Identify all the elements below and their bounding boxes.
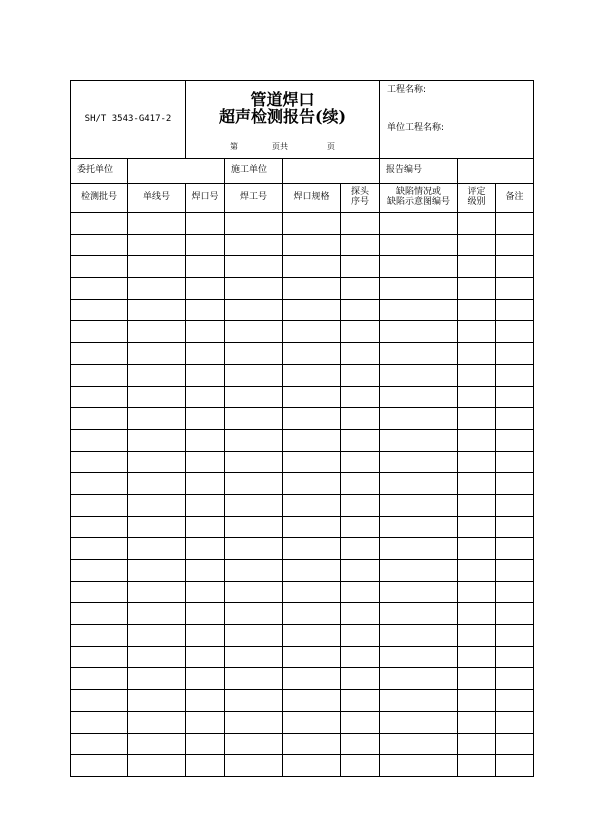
table-cell[interactable] [225,213,283,235]
table-cell[interactable] [496,646,534,668]
table-cell[interactable] [71,364,128,386]
table-cell[interactable] [341,538,380,560]
table-cell[interactable] [341,364,380,386]
page-di-label: 第 [230,142,239,151]
table-cell[interactable] [341,755,380,777]
table-cell[interactable] [225,343,283,365]
table-cell[interactable] [341,516,380,538]
table-row [71,581,534,603]
table-cell[interactable] [128,494,186,516]
table-cell[interactable] [496,733,534,755]
table-cell[interactable] [225,711,283,733]
table-cell[interactable] [341,278,380,300]
table-cell[interactable] [380,278,458,300]
table-cell[interactable] [283,538,341,560]
table-cell[interactable] [496,581,534,603]
unit-project-name-label: 单位工程名称: [387,123,445,133]
table-cell[interactable] [380,213,458,235]
table-cell[interactable] [71,733,128,755]
table-cell[interactable] [186,386,225,408]
table-row [71,560,534,582]
table-cell[interactable] [496,429,534,451]
client-value[interactable] [128,159,225,184]
table-cell[interactable] [71,603,128,625]
table-cell[interactable] [458,278,496,300]
table-cell[interactable] [186,581,225,603]
table-cell[interactable] [496,364,534,386]
report-no-value[interactable] [458,159,534,184]
table-row [71,516,534,538]
table-cell[interactable] [128,451,186,473]
table-cell[interactable] [283,473,341,495]
table-cell[interactable] [458,733,496,755]
table-cell[interactable] [283,321,341,343]
table-cell[interactable] [71,494,128,516]
table-cell[interactable] [458,256,496,278]
table-row [71,668,534,690]
table-cell[interactable] [458,386,496,408]
table-cell[interactable] [496,494,534,516]
table-cell[interactable] [128,408,186,430]
table-row [71,213,534,235]
table-cell[interactable] [128,625,186,647]
client-label: 委托单位 [71,159,128,184]
table-cell[interactable] [225,299,283,321]
table-cell[interactable] [380,451,458,473]
table-cell[interactable] [380,690,458,712]
table-cell[interactable] [380,256,458,278]
table-cell[interactable] [283,451,341,473]
table-row [71,408,534,430]
page-ye-label: 页 [327,142,336,151]
table-cell[interactable] [186,234,225,256]
table-cell[interactable] [496,386,534,408]
table-cell[interactable] [225,625,283,647]
table-row [71,343,534,365]
table-cell[interactable] [71,234,128,256]
table-cell[interactable] [71,256,128,278]
table-cell[interactable] [380,625,458,647]
table-cell[interactable] [128,429,186,451]
table-cell[interactable] [458,560,496,582]
table-cell[interactable] [341,408,380,430]
table-cell[interactable] [496,560,534,582]
table-cell[interactable] [380,234,458,256]
table-cell[interactable] [283,256,341,278]
table-cell[interactable] [496,668,534,690]
table-row [71,603,534,625]
table-cell[interactable] [380,668,458,690]
table-cell[interactable] [341,256,380,278]
project-name-label: 工程名称: [387,85,427,95]
table-cell[interactable] [283,581,341,603]
table-cell[interactable] [71,386,128,408]
report-no-label: 报告编号 [380,159,458,184]
table-cell[interactable] [71,755,128,777]
table-row [71,646,534,668]
col-header: 焊工号 [225,184,283,213]
table-cell[interactable] [496,690,534,712]
table-row [71,451,534,473]
table-cell[interactable] [225,386,283,408]
table-cell[interactable] [283,364,341,386]
table-cell[interactable] [71,429,128,451]
table-cell[interactable] [283,755,341,777]
table-cell[interactable] [341,451,380,473]
table-cell[interactable] [341,668,380,690]
table-cell[interactable] [496,408,534,430]
table-cell[interactable] [71,299,128,321]
table-cell[interactable] [283,408,341,430]
table-cell[interactable] [225,581,283,603]
table-cell[interactable] [71,581,128,603]
table-cell[interactable] [186,364,225,386]
table-row [71,234,534,256]
table-cell[interactable] [128,256,186,278]
table-cell[interactable] [225,733,283,755]
column-header-row [71,184,534,213]
table-cell[interactable] [380,408,458,430]
table-cell[interactable] [496,234,534,256]
table-cell[interactable] [496,711,534,733]
table-cell[interactable] [186,213,225,235]
table-row [71,429,534,451]
table-cell[interactable] [128,473,186,495]
col-header: 检测批号 [71,184,128,213]
table-cell[interactable] [380,560,458,582]
table-cell[interactable] [496,213,534,235]
project-info-block [380,81,534,159]
table-cell[interactable] [380,386,458,408]
table-cell[interactable] [186,321,225,343]
col-header: 单线号 [128,184,186,213]
table-cell[interactable] [496,321,534,343]
table-cell[interactable] [341,321,380,343]
table-cell[interactable] [71,711,128,733]
table-cell[interactable] [496,451,534,473]
table-cell[interactable] [71,646,128,668]
table-row [71,711,534,733]
table-cell[interactable] [380,733,458,755]
table-cell[interactable] [341,711,380,733]
table-cell[interactable] [341,386,380,408]
table-cell[interactable] [225,690,283,712]
table-cell[interactable] [458,234,496,256]
table-row [71,494,534,516]
table-cell[interactable] [458,429,496,451]
col-header: 缺陷情况或 缺陷示意图编号 [380,184,458,213]
table-cell[interactable] [458,213,496,235]
table-cell[interactable] [496,278,534,300]
table-cell[interactable] [186,278,225,300]
table-cell[interactable] [341,234,380,256]
table-cell[interactable] [186,343,225,365]
col-header: 备注 [496,184,534,213]
table-cell[interactable] [186,429,225,451]
col-header: 焊口号 [186,184,225,213]
table-cell[interactable] [186,538,225,560]
table-cell[interactable] [458,343,496,365]
table-cell[interactable] [71,473,128,495]
table-cell[interactable] [71,668,128,690]
table-cell[interactable] [71,625,128,647]
table-cell[interactable] [458,581,496,603]
table-cell[interactable] [225,538,283,560]
table-cell[interactable] [71,690,128,712]
table-cell[interactable] [380,473,458,495]
table-cell[interactable] [71,560,128,582]
table-cell[interactable] [341,473,380,495]
table-cell[interactable] [128,603,186,625]
table-cell[interactable] [225,668,283,690]
table-cell[interactable] [458,538,496,560]
table-cell[interactable] [128,278,186,300]
table-row [71,755,534,777]
table-cell[interactable] [458,494,496,516]
table-cell[interactable] [380,755,458,777]
table-cell[interactable] [128,386,186,408]
table-cell[interactable] [186,494,225,516]
table-cell[interactable] [128,690,186,712]
table-cell[interactable] [496,755,534,777]
table-cell[interactable] [341,429,380,451]
table-cell[interactable] [225,494,283,516]
table-cell[interactable] [458,755,496,777]
contractor-label: 施工单位 [225,159,283,184]
col-header: 探头 序号 [341,184,380,213]
table-cell[interactable] [341,213,380,235]
table-cell[interactable] [458,646,496,668]
table-cell[interactable] [458,711,496,733]
table-cell[interactable] [128,364,186,386]
table-cell[interactable] [225,234,283,256]
table-cell[interactable] [186,603,225,625]
table-cell[interactable] [225,321,283,343]
table-cell[interactable] [496,516,534,538]
table-cell[interactable] [186,299,225,321]
table-cell[interactable] [496,473,534,495]
table-cell[interactable] [128,343,186,365]
table-cell[interactable] [458,516,496,538]
table-cell[interactable] [225,364,283,386]
table-cell[interactable] [186,646,225,668]
table-cell[interactable] [380,516,458,538]
table-cell[interactable] [496,603,534,625]
table-row [71,321,534,343]
table-cell[interactable] [186,690,225,712]
table-cell[interactable] [71,213,128,235]
table-cell[interactable] [341,494,380,516]
table-cell[interactable] [186,733,225,755]
table-cell[interactable] [283,690,341,712]
table-cell[interactable] [283,494,341,516]
report-title-line2: 超声检测报告(续) [218,107,347,126]
table-cell[interactable] [186,516,225,538]
table-cell[interactable] [186,473,225,495]
table-cell[interactable] [128,213,186,235]
header-row [71,81,534,159]
table-cell[interactable] [225,408,283,430]
table-cell[interactable] [128,321,186,343]
table-cell[interactable] [341,603,380,625]
info-row [71,159,534,184]
table-cell[interactable] [496,256,534,278]
table-cell[interactable] [128,755,186,777]
table-cell[interactable] [186,668,225,690]
table-cell[interactable] [283,625,341,647]
table-cell[interactable] [341,690,380,712]
table-row [71,625,534,647]
table-cell[interactable] [283,603,341,625]
table-cell[interactable] [128,711,186,733]
report-title-line1: 管道焊口 [250,90,315,109]
table-cell[interactable] [71,321,128,343]
table-cell[interactable] [71,343,128,365]
table-cell[interactable] [458,668,496,690]
table-cell[interactable] [283,516,341,538]
table-cell[interactable] [380,603,458,625]
table-cell[interactable] [458,690,496,712]
table-cell[interactable] [71,408,128,430]
page-info [186,143,379,155]
col-header: 评定 级别 [458,184,496,213]
table-cell[interactable] [283,429,341,451]
table-cell[interactable] [496,538,534,560]
table-row [71,364,534,386]
table-cell[interactable] [341,343,380,365]
table-cell[interactable] [341,625,380,647]
table-cell[interactable] [380,429,458,451]
table-cell[interactable] [71,516,128,538]
table-cell[interactable] [458,299,496,321]
table-cell[interactable] [128,733,186,755]
table-row [71,690,534,712]
table-cell[interactable] [341,646,380,668]
table-cell[interactable] [283,733,341,755]
table-cell[interactable] [128,299,186,321]
table-cell[interactable] [186,451,225,473]
table-cell[interactable] [380,581,458,603]
table-row [71,278,534,300]
table-cell[interactable] [71,451,128,473]
table-cell[interactable] [496,299,534,321]
table-row [71,386,534,408]
table-cell[interactable] [283,213,341,235]
table-cell[interactable] [186,711,225,733]
col-header: 焊口规格 [283,184,341,213]
table-cell[interactable] [341,299,380,321]
table-row [71,473,534,495]
table-cell[interactable] [380,646,458,668]
table-cell[interactable] [225,256,283,278]
table-cell[interactable] [458,625,496,647]
table-cell[interactable] [225,451,283,473]
table-cell[interactable] [225,755,283,777]
table-cell[interactable] [283,299,341,321]
table-cell[interactable] [496,625,534,647]
table-cell[interactable] [380,364,458,386]
report-form-table [70,80,534,777]
title-block [186,81,380,159]
table-cell[interactable] [283,343,341,365]
table-row [71,256,534,278]
table-cell[interactable] [128,234,186,256]
contractor-value[interactable] [283,159,380,184]
table-cell[interactable] [128,581,186,603]
table-cell[interactable] [225,516,283,538]
standard-code: SH/T 3543-G417-2 [71,81,186,159]
table-cell[interactable] [283,386,341,408]
table-cell[interactable] [128,646,186,668]
table-cell[interactable] [128,516,186,538]
table-cell[interactable] [283,646,341,668]
table-cell[interactable] [186,755,225,777]
table-cell[interactable] [458,603,496,625]
table-cell[interactable] [225,473,283,495]
table-row [71,538,534,560]
page-ye-gong-label: 页共 [272,142,289,151]
table-cell[interactable] [225,603,283,625]
table-cell[interactable] [380,711,458,733]
table-cell[interactable] [380,321,458,343]
table-cell[interactable] [380,343,458,365]
table-cell[interactable] [128,668,186,690]
table-cell[interactable] [283,711,341,733]
table-cell[interactable] [458,321,496,343]
table-row [71,299,534,321]
table-cell[interactable] [283,278,341,300]
table-cell[interactable] [225,278,283,300]
table-cell[interactable] [458,364,496,386]
table-cell[interactable] [186,256,225,278]
table-cell[interactable] [283,668,341,690]
table-cell[interactable] [225,646,283,668]
table-cell[interactable] [496,343,534,365]
table-cell[interactable] [71,278,128,300]
table-cell[interactable] [71,538,128,560]
table-cell[interactable] [186,625,225,647]
table-cell[interactable] [225,429,283,451]
table-cell[interactable] [128,538,186,560]
table-cell[interactable] [341,733,380,755]
table-cell[interactable] [186,560,225,582]
table-cell[interactable] [283,560,341,582]
table-row [71,733,534,755]
table-cell[interactable] [380,494,458,516]
table-cell[interactable] [458,451,496,473]
table-cell[interactable] [341,581,380,603]
table-cell[interactable] [380,538,458,560]
table-cell[interactable] [186,408,225,430]
table-cell[interactable] [458,408,496,430]
table-cell[interactable] [225,560,283,582]
table-cell[interactable] [380,299,458,321]
table-cell[interactable] [128,560,186,582]
table-cell[interactable] [458,473,496,495]
table-cell[interactable] [283,234,341,256]
table-cell[interactable] [341,560,380,582]
